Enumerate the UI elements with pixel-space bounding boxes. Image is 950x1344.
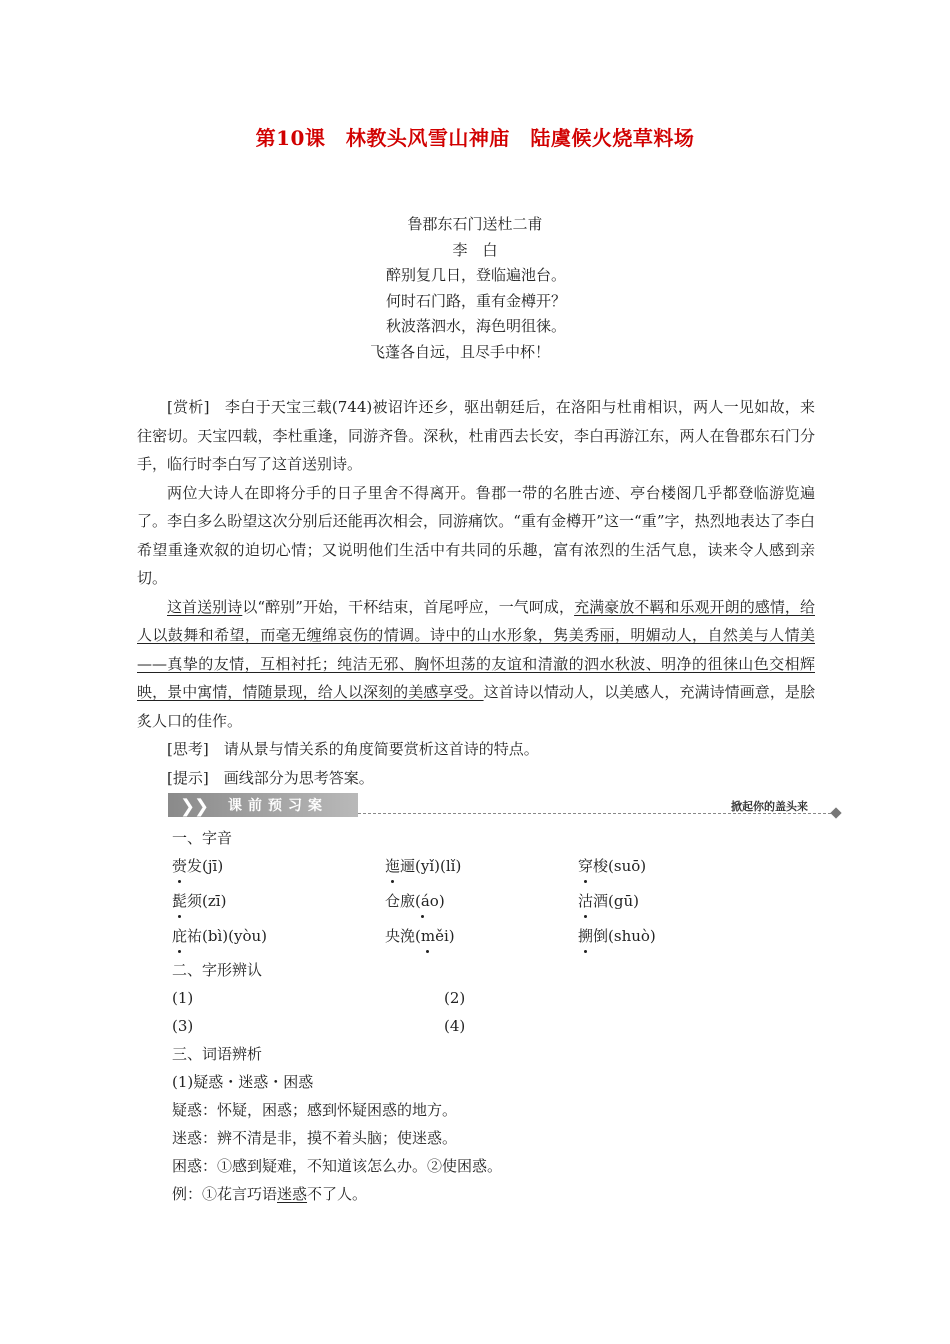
dotted-char: 穿 xyxy=(578,857,594,875)
dotted-char: 迤 xyxy=(385,857,401,875)
pronunciation-item xyxy=(578,891,639,911)
glyph-heading: 二、字形辨认 xyxy=(172,961,263,979)
appreciation-section xyxy=(137,393,815,792)
lesson-title: 第10课 林教头风雪山神庙 陆虞候火烧草料场 xyxy=(255,126,695,150)
pronunciation-item xyxy=(385,856,461,876)
item-text: 浼(měi) xyxy=(400,927,455,945)
appreciation-paragraph-3 xyxy=(137,593,815,736)
dotted-char: 赍 xyxy=(172,857,188,875)
example-line xyxy=(172,1184,367,1204)
example-underlined: 迷惑 xyxy=(277,1185,308,1203)
item-text: 逦(yǐ)(lǐ) xyxy=(400,857,462,875)
definition-mihuo: 迷惑：辨不清是非，摸不着头脑；使迷惑。 xyxy=(172,1129,458,1147)
pronunciation-item xyxy=(578,856,646,876)
poem-title: 鲁郡东石门送杜二甫 xyxy=(407,215,543,233)
section-banner xyxy=(168,793,843,819)
dotted-char: 庇 xyxy=(172,927,188,945)
example-text-b: 不了人。 xyxy=(307,1185,368,1203)
hint-note: [提示] 画线部分为思考答案。 xyxy=(167,768,374,787)
underlined-answer-2: 充满豪放不羁和乐观开朗的感情，给人以鼓舞和希望，而毫无缠绵哀伤的情调。诗中的山水形象，隽美秀丽，明媚动人，自然美与人情美——真挚的友情，互相衬托；纯洁无邪、胸怀坦荡的友谊和清澈的泗水秋波、明净的徂徕山色交相辉映，景中寓情，情随景现，给人以深刻的美感享受。 xyxy=(137,597,815,701)
item-text: 酒(gū) xyxy=(593,892,639,910)
item-text: 须(zī) xyxy=(187,892,227,910)
poem-line-1: 醉别复几日，登临遍池台。 xyxy=(385,266,566,284)
poem-author: 李 白 xyxy=(452,240,498,259)
word-analysis-heading: 三、词语辨析 xyxy=(172,1045,263,1063)
item-char: 央 xyxy=(385,927,401,945)
item-text: 发(jī) xyxy=(187,857,224,875)
poem xyxy=(0,212,950,365)
glyph-item-3: (3) xyxy=(172,1017,194,1035)
pronunciation-item xyxy=(578,926,656,946)
pronunciation-item xyxy=(385,891,445,911)
chevron-right-icon: ❯ xyxy=(194,796,210,817)
dotted-char: 搠 xyxy=(578,927,594,945)
appreciation-paragraph-1: [赏析] 李白于天宝三载(744)被诏许还乡，驱出朝廷后，在洛阳与杜甫相识，两人一见如故，来往密切。天宝四载，李杜重逢，同游齐鲁。深秋，杜甫西去长安，李白再游江东，两人在鲁郡东石门分手，临行时李白写了这首送别诗。 xyxy=(137,398,815,473)
poem-line-2: 何时石门路，重有金樽开？ xyxy=(385,291,566,310)
banner-label: 课前预习案 xyxy=(228,798,328,814)
definition-yihuo: 疑惑：怀疑，困惑；感到怀疑困惑的地方。 xyxy=(172,1101,458,1119)
item-text: 廒(áo) xyxy=(400,892,445,910)
banner-right-text: 掀起你的盖头来 xyxy=(731,800,808,813)
pronunciation-item xyxy=(172,891,226,911)
appreciation-paragraph-2: 两位大诗人在即将分手的日子里舍不得离开。鲁郡一带的名胜古迹、亭台楼阁几乎都登临游览遍了。李白多么盼望这次分别后还能再次相会，同游痛饮。“重有金樽开”这一“重”字，热烈地表达了李白希望重逢欢叙的迫切心情；又说明他们生活中有共同的乐趣，富有浓烈的生活气息，读来令人感到亲切。 xyxy=(137,483,815,587)
think-prompt: [思考] 请从景与情关系的角度简要赏析这首诗的特点。 xyxy=(167,740,539,758)
chevron-right-icon: ❯ xyxy=(180,796,196,817)
dotted-char: 沽 xyxy=(578,892,594,910)
pronunciation-item xyxy=(385,926,455,946)
definition-kunhuo: 困惑：①感到疑难，不知道该怎么办。②使困惑。 xyxy=(172,1157,503,1175)
pronunciation-heading: 一、字音 xyxy=(172,829,233,847)
pronunciation-item xyxy=(172,856,223,876)
item-char: 仓 xyxy=(385,892,401,910)
diamond-icon xyxy=(830,807,841,818)
item-text: 祐(bì)(yòu) xyxy=(187,927,267,945)
pronunciation-item xyxy=(172,926,267,946)
paragraph-3-text-a: 以“醉别”开始，干杯结束，首尾呼应，一气呵成， xyxy=(242,597,575,616)
underlined-answer-1: 这首送别诗 xyxy=(167,597,243,616)
poem-line-4: 飞蓬各自远，且尽手中杯！ xyxy=(369,342,550,361)
glyph-item-1: (1) xyxy=(172,989,194,1007)
example-text-a: 例：①花言巧语 xyxy=(172,1185,278,1203)
dotted-char: 髭 xyxy=(172,892,188,910)
poem-line-3: 秋波落泗水，海色明徂徕。 xyxy=(385,317,566,335)
item-text: 梭(suō) xyxy=(593,857,647,875)
word-group-title: (1)疑惑・迷惑・困惑 xyxy=(172,1073,314,1091)
paragraph-3-text-b: 这首诗以情动人，以美感人，充满诗情画意，是脍炙人口的佳作。 xyxy=(137,683,815,730)
glyph-item-2: (2) xyxy=(444,989,466,1007)
item-text: 倒(shuò) xyxy=(593,927,656,945)
glyph-item-4: (4) xyxy=(444,1017,466,1035)
